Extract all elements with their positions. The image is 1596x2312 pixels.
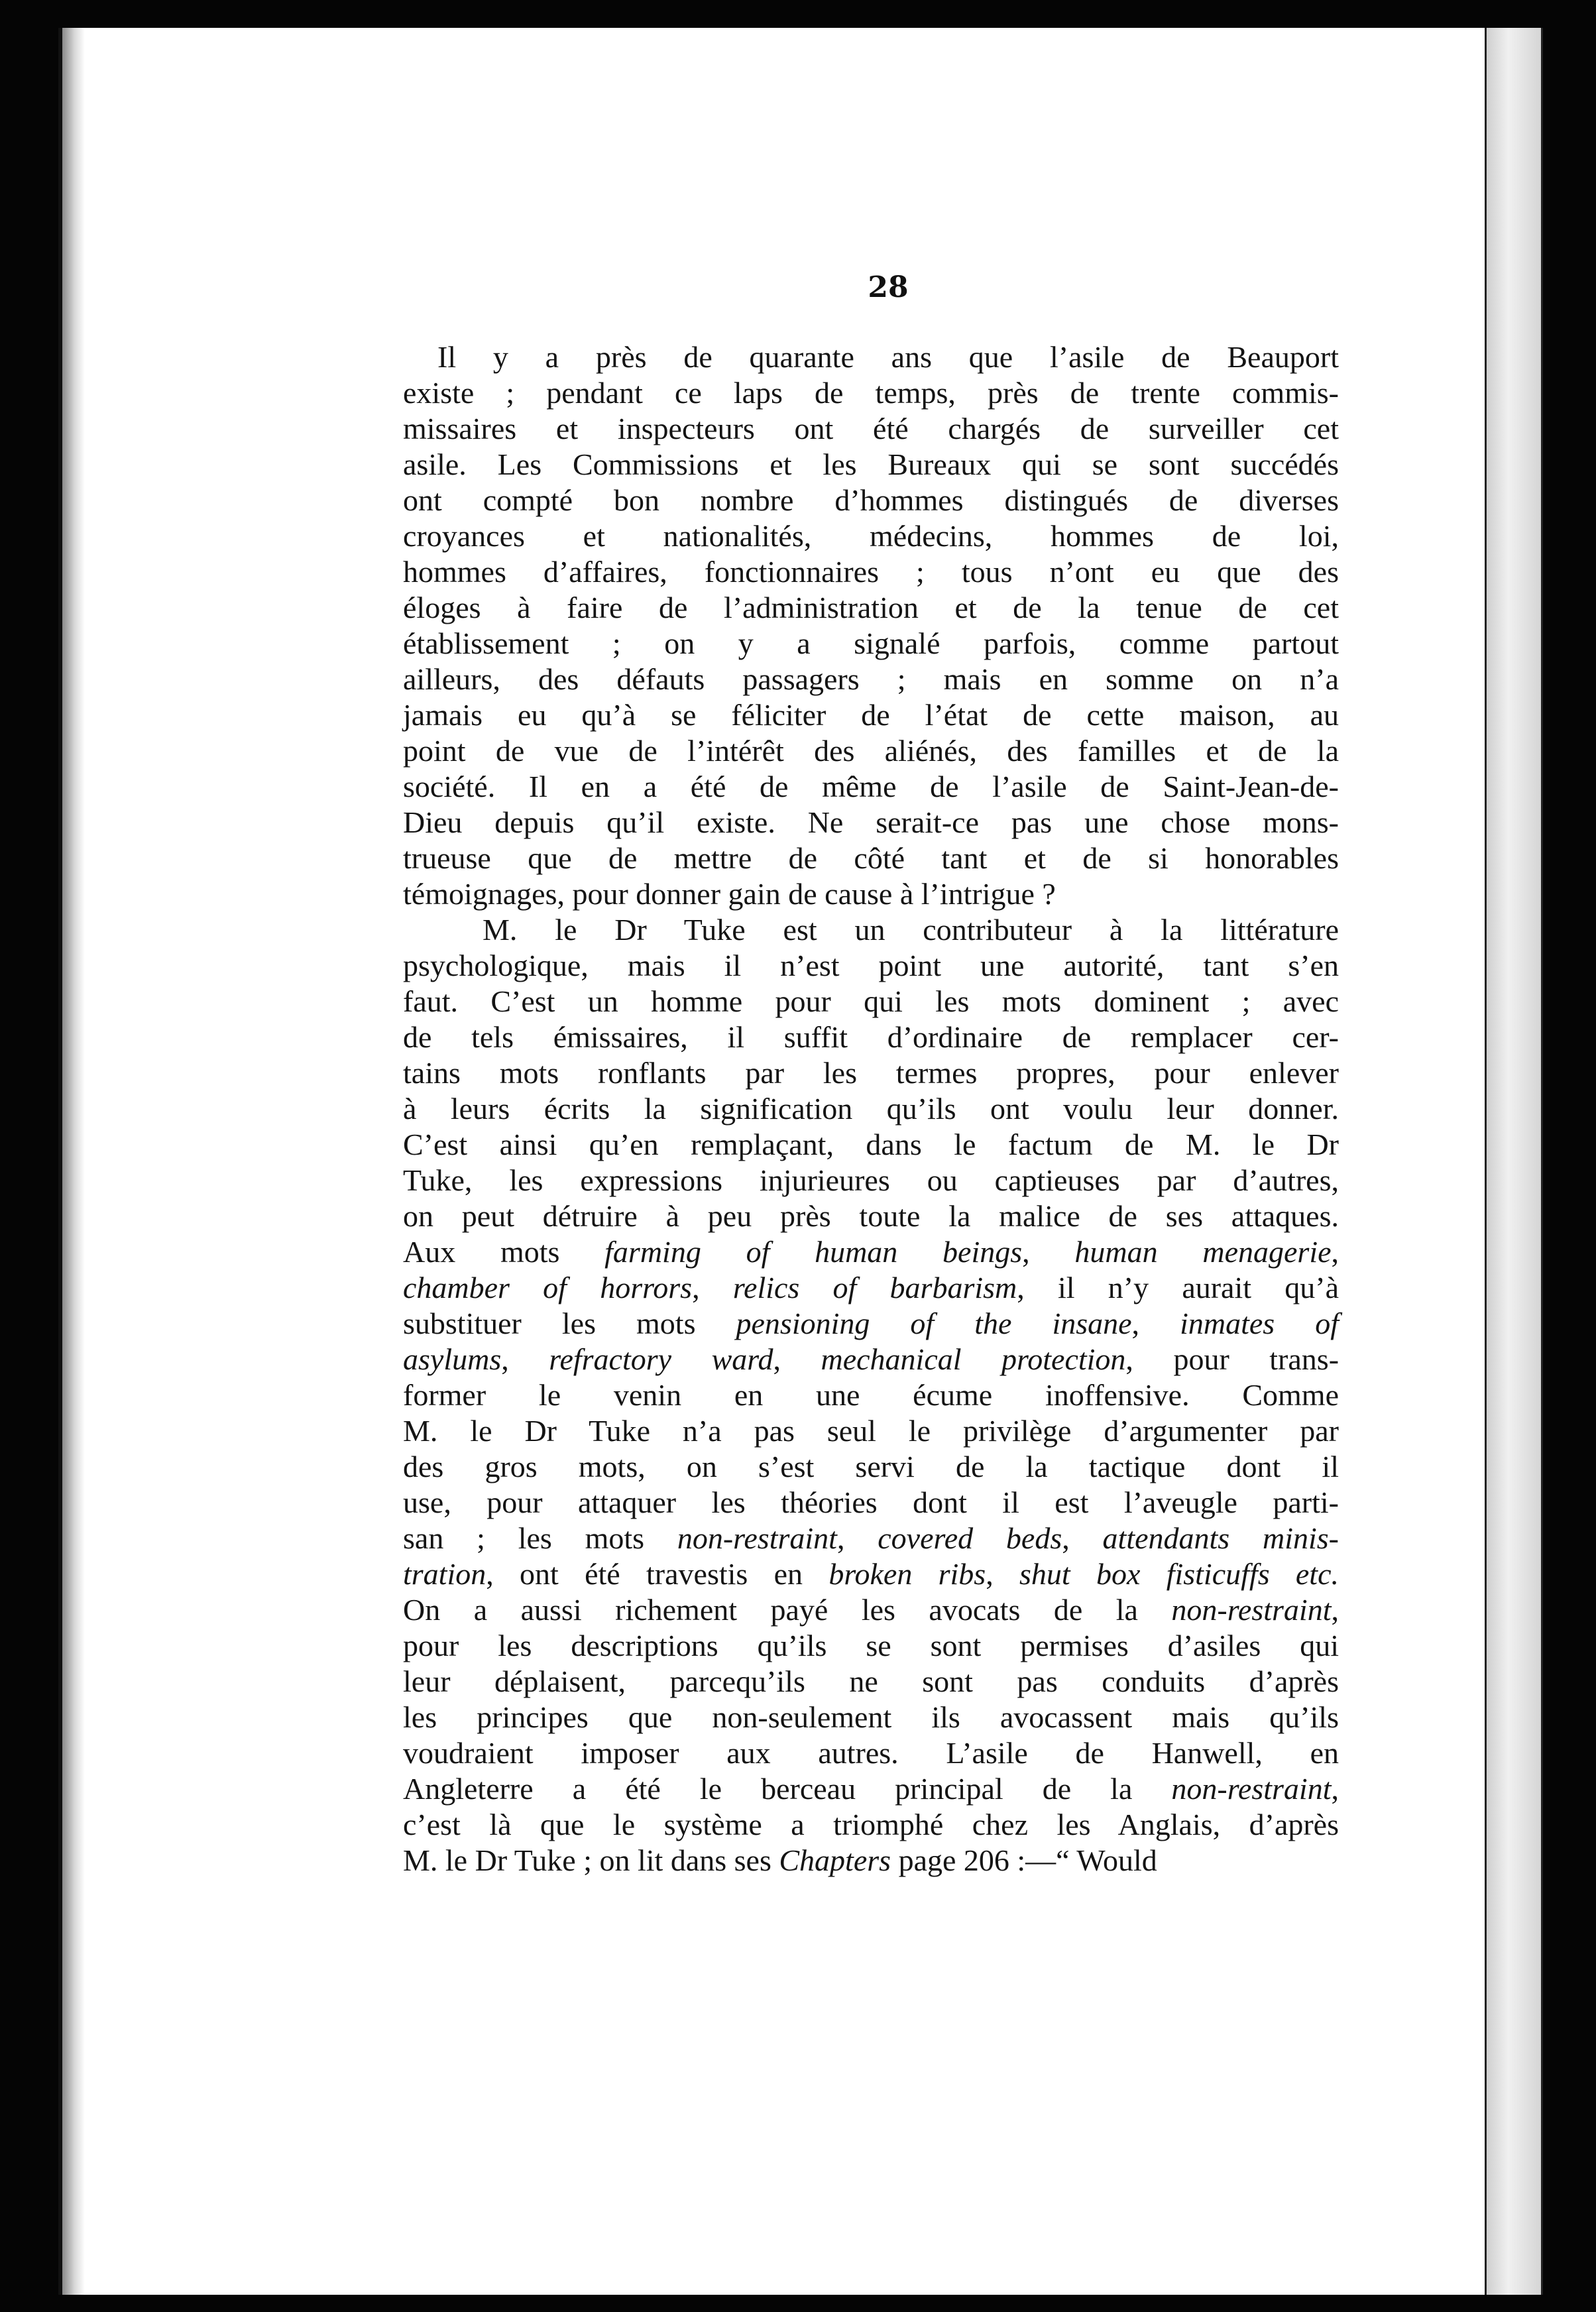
text-line: Dieu depuis qu’il existe. Ne serait-ce pas une chose mons- [403,805,1339,839]
italic-phrase: shut box fisticuffs etc. [1019,1557,1339,1591]
text-line: tration, ont été travestis en broken ribs, shut box fisticuffs etc. [403,1557,1339,1591]
italic-phrase: tration [403,1557,486,1591]
text-line: M. le Dr Tuke n’a pas seul le privilège d’argumenter par [403,1414,1339,1448]
italic-phrase: non-restraint [1171,1772,1332,1806]
italic-phrase: Chapters [779,1843,891,1877]
page-edge-band [1485,28,1543,2295]
text-line: chamber of horrors, relics of barbarism, il n’y aurait qu’à [403,1271,1340,1304]
italic-phrase: refractory ward [549,1342,773,1376]
text-line: C’est ainsi qu’en remplaçant, dans le factum de M. le Dr [403,1127,1339,1161]
text-line: pour les descriptions qu’ils se sont permises d’asiles qui [403,1629,1339,1662]
text-line: leur déplaisent, parcequ’ils ne sont pas conduits d’après [403,1664,1339,1698]
text-line: point de vue de l’intérêt des aliénés, des familles et de la [403,734,1339,768]
text-line: les principes que non-seulement ils avocassent mais qu’ils [403,1700,1339,1734]
body-text [403,339,1339,1878]
text-line: Angleterre a été le berceau principal de la non-restraint, [403,1772,1339,1806]
text-line: Aux mots farming of human beings, human menagerie, [403,1235,1340,1269]
italic-phrase: non-restraint [677,1521,837,1555]
italic-phrase: asylums [403,1342,502,1376]
text-line: former le venin en une écume inoffensive. Comme [403,1378,1339,1412]
italic-phrase: farming of human beings [604,1235,1023,1269]
text-line: des gros mots, on s’est servi de la tactique dont il [403,1450,1339,1483]
italic-phrase: inmates of [1180,1306,1339,1340]
page-number: 28 [868,270,909,304]
text-line: de tels émissaires, il suffit d’ordinaire de remplacer cer- [403,1020,1339,1054]
text-line: M. le Dr Tuke ; on lit dans ses Chapters page 206 :—“ Would [403,1843,1157,1877]
text-line: ont compté bon nombre d’hommes distingués de diverses [403,483,1339,517]
text-line: san ; les mots non-restraint, covered beds, attendants minis- [403,1521,1340,1555]
italic-phrase: covered beds [878,1521,1062,1555]
text-line: jamais eu qu’à se féliciter de l’état de cette maison, au [403,698,1339,732]
italic-phrase: broken ribs [828,1557,986,1591]
text-line: On a aussi richement payé les avocats de la non-restraint, [403,1593,1339,1627]
text-line: use, pour attaquer les théories dont il est l’aveugle parti- [403,1485,1339,1519]
text-line: voudraient imposer aux autres. L’asile de Hanwell, en [403,1736,1339,1770]
italic-phrase: non-restraint [1171,1593,1332,1627]
text-line: existe ; pendant ce laps de temps, près de trente commis- [403,376,1339,410]
text-line: société. Il en a été de même de l’asile de Saint-Jean-de- [403,770,1339,803]
italic-phrase: mechanical protection [821,1342,1126,1376]
text-line: asylums, refractory ward, mechanical protection, pour trans- [403,1342,1340,1376]
text-line: missaires et inspecteurs ont été chargés de surveiller cet [403,412,1339,445]
text-line: établissement ; on y a signalé parfois, comme partout [403,626,1339,660]
text-line: c’est là que le système a triomphé chez les Anglais, d’après [403,1808,1339,1841]
page-gutter-shadow [62,28,85,2295]
text-line: éloges à faire de l’administration et de la tenue de cet [403,591,1339,624]
italic-phrase: relics of barbarism [732,1271,1017,1304]
text-line: psychologique, mais il n’est point une autorité, tant s’en [403,949,1339,982]
text-line: hommes d’affaires, fonctionnaires ; tous n’ont eu que des [403,555,1339,589]
text-line: à leurs écrits la signification qu’ils ont voulu leur donner. [403,1092,1339,1126]
text-line: témoignages, pour donner gain de cause à l’intrigue ? [403,877,1056,911]
text-line: trueuse que de mettre de côté tant et de si honorables [403,841,1339,875]
text-line: ailleurs, des défauts passagers ; mais en somme on n’a [403,662,1339,696]
italic-phrase: pensioning of the insane [736,1306,1132,1340]
text-line: faut. C’est un homme pour qui les mots dominent ; avec [403,984,1339,1018]
italic-phrase: human menagerie [1074,1235,1332,1269]
text-line: asile. Les Commissions et les Bureaux qui se sont succédés [403,447,1339,481]
text-line: croyances et nationalités, médecins, hommes de loi, [403,519,1339,553]
text-line: Il y a près de quarante ans que l’asile de Beauport [437,340,1339,374]
text-line: substituer les mots pensioning of the insane, inmates of [403,1306,1339,1340]
italic-phrase: attendants minis- [1102,1521,1340,1555]
italic-phrase: chamber of horrors [403,1271,693,1304]
text-line: on peut détruire à peu près toute la malice de ses attaques. [403,1199,1339,1233]
text-line: tains mots ronflants par les termes propres, pour enlever [403,1056,1339,1090]
text-line: Tuke, les expressions injurieures ou captieuses par d’autres, [403,1163,1339,1197]
text-line: M. le Dr Tuke est un contributeur à la littérature [483,913,1339,947]
